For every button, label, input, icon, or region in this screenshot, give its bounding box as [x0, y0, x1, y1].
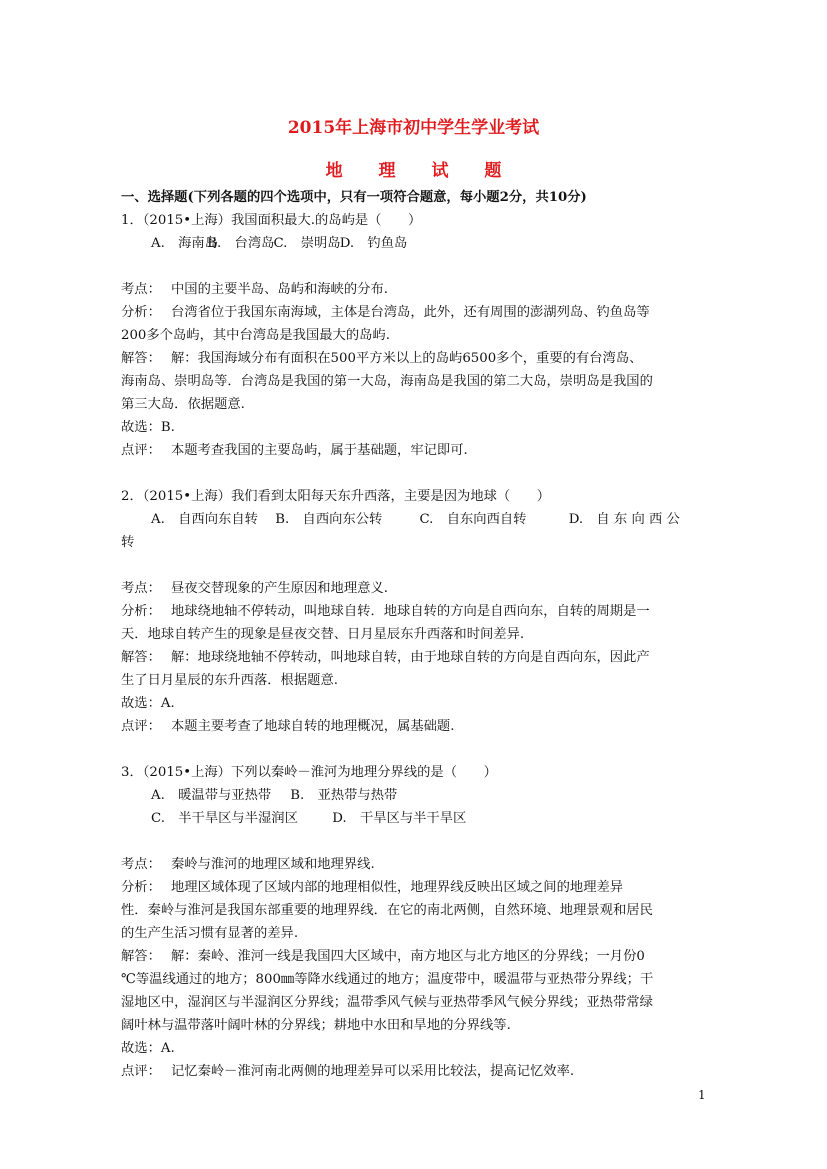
jieda-label: 解答： [121, 351, 161, 366]
q3-options-row1 [121, 784, 706, 807]
q2-answer: 故选：A. [121, 696, 175, 711]
q1-fenxi-1: 台湾省位于我国东南海域，主体是台湾岛，此外，还有周围的澎湖列岛、钓鱼岛等 [171, 305, 650, 320]
q2-dianping [121, 715, 706, 738]
q3-jieda-1: 解：秦岭、淮河一线是我国四大区域中，南方地区与北方地区的分界线；一月份0 [171, 949, 645, 964]
q1-dianping-text: 本题考查我国的主要岛屿，属于基础题，牢记即可. [171, 443, 468, 458]
q3-fenxi-1: 地理区域体现了区域内部的地理相似性，地理界线反映出区域之间的地理差异 [171, 880, 624, 895]
exam-title: 2015年上海市初中学生学业考试 [287, 118, 540, 138]
fenxi-label: 分析： [121, 305, 161, 320]
fenxi-label: 分析： [121, 880, 161, 895]
page-number: 1 [698, 1088, 706, 1102]
q1-option-a: A. 海南岛 [151, 236, 219, 251]
q1-kaodian [121, 278, 706, 301]
q2-option-b: B. 自西向东公转 [275, 512, 383, 527]
spacer [121, 738, 706, 761]
q1-kaodian-text: 中国的主要半岛、岛屿和海峡的分布. [171, 282, 388, 297]
q2-jieda [121, 646, 706, 669]
q3-fenxi-3: 的生产生活习惯有显著的差异. [121, 926, 299, 941]
q2-kaodian [121, 577, 706, 600]
q2-option-wrap: 转 [121, 535, 135, 550]
q2-dianping-text: 本题主要考查了地球自转的地理概况，属基础题. [171, 719, 455, 734]
q3-option-b: B. 亚热带与热带 [290, 788, 398, 803]
spacer [121, 255, 706, 278]
q3-stem: 3．（2015•上海）下列以秦岭－淮河为地理分界线的是（ ） [121, 765, 497, 780]
q1-option-b: B. 台湾岛 [207, 236, 275, 251]
dianping-label: 点评： [121, 443, 161, 458]
q1-fenxi [121, 301, 706, 324]
q3-option-a: A. 暖温带与亚热带 [151, 788, 272, 803]
q1-fenxi-2: 200多个岛屿，其中台湾岛是我国最大的岛屿. [121, 328, 390, 343]
spacer [121, 830, 706, 853]
q3-kaodian [121, 853, 706, 876]
q3-dianping-text: 记忆秦岭－淮河南北两侧的地理差异可以采用比较法，提高记忆效率. [171, 1064, 575, 1079]
document-body [121, 186, 706, 1083]
kaodian-label: 考点： [121, 857, 161, 872]
q2-jieda-1: 解：地球绕地轴不停转动，叫地球自转，由于地球自转的方向是自西向东，因此产 [171, 650, 650, 665]
jieda-label: 解答： [121, 949, 161, 964]
q3-jieda-4: 阔叶林与温带落叶阔叶林的分界线；耕地中水田和旱地的分界线等. [121, 1018, 511, 1033]
q1-dianping [121, 439, 706, 462]
q1-stem: 1．（2015•上海）我国面积最大.的岛屿是（ ） [121, 213, 422, 228]
q3-fenxi-2: 性．秦岭与淮河是我国东部重要的地理界线．在它的南北两侧，自然环境、地理景观和居民 [121, 903, 653, 918]
kaodian-label: 考点： [121, 581, 161, 596]
q3-answer: 故选：A. [121, 1041, 175, 1056]
q1-jieda-2: 海南岛、崇明岛等．台湾岛是我国的第一大岛，海南岛是我国的第二大岛，崇明岛是我国的 [121, 374, 653, 389]
exam-subtitle: 地 理 试 题 [325, 161, 517, 181]
spacer [121, 462, 706, 485]
q1-option-c: C. 崇明岛 [273, 236, 341, 251]
q3-fenxi [121, 876, 706, 899]
q3-option-d: D. 干旱区与半干旱区 [332, 811, 467, 826]
q3-jieda [121, 945, 706, 968]
dianping-label: 点评： [121, 719, 161, 734]
q1-jieda [121, 347, 706, 370]
q2-option-d: D. 自 东 向 西 公 [568, 512, 680, 527]
q1-jieda-1: 解：我国海域分布有面积在500平方米以上的岛屿6500多个，重要的有台湾岛、 [171, 351, 643, 366]
q2-option-a: A. 自西向东自转 [151, 512, 258, 527]
q1-options [121, 232, 706, 255]
q3-dianping [121, 1060, 706, 1083]
q2-options [121, 508, 706, 531]
q3-options-row2 [121, 807, 706, 830]
kaodian-label: 考点： [121, 282, 161, 297]
q3-option-c: C. 半干旱区与半湿润区 [151, 811, 298, 826]
q2-fenxi-2: 天．地球自转产生的现象是昼夜交替、日月星辰东升西落和时间差异. [121, 627, 525, 642]
q3-jieda-2: ℃等温线通过的地方；800㎜等降水线通过的地方；温度带中，暖温带与亚热带分界线；干 [121, 972, 654, 987]
jieda-label: 解答： [121, 650, 161, 665]
q3-kaodian-text: 秦岭与淮河的地理区域和地理界线. [171, 857, 375, 872]
q1-answer: 故选：B. [121, 420, 175, 435]
q2-option-c: C. 自东向西自转 [419, 512, 527, 527]
q2-fenxi-1: 地球绕地轴不停转动，叫地球自转．地球自转的方向是自西向东，自转的周期是一 [171, 604, 650, 619]
q2-kaodian-text: 昼夜交替现象的产生原因和地理意义. [171, 581, 388, 596]
q1-option-d: D. 钓鱼岛 [339, 236, 408, 251]
fenxi-label: 分析： [121, 604, 161, 619]
q2-jieda-2: 生了日月星辰的东升西落．根据题意. [121, 673, 338, 688]
q2-fenxi [121, 600, 706, 623]
q1-jieda-3: 第三大岛．依据题意. [121, 397, 245, 412]
dianping-label: 点评： [121, 1064, 161, 1079]
section-heading: 一、选择题(下列各题的四个选项中，只有一项符合题意，每小题2分，共10分) [121, 190, 587, 205]
q3-jieda-3: 湿地区中，湿润区与半湿润区分界线；温带季风气候与亚热带季风气候分界线；亚热带常绿 [121, 995, 653, 1010]
spacer [121, 554, 706, 577]
q2-stem: 2．（2015•上海）我们看到太阳每天东升西落，主要是因为地球（ ） [121, 489, 551, 504]
